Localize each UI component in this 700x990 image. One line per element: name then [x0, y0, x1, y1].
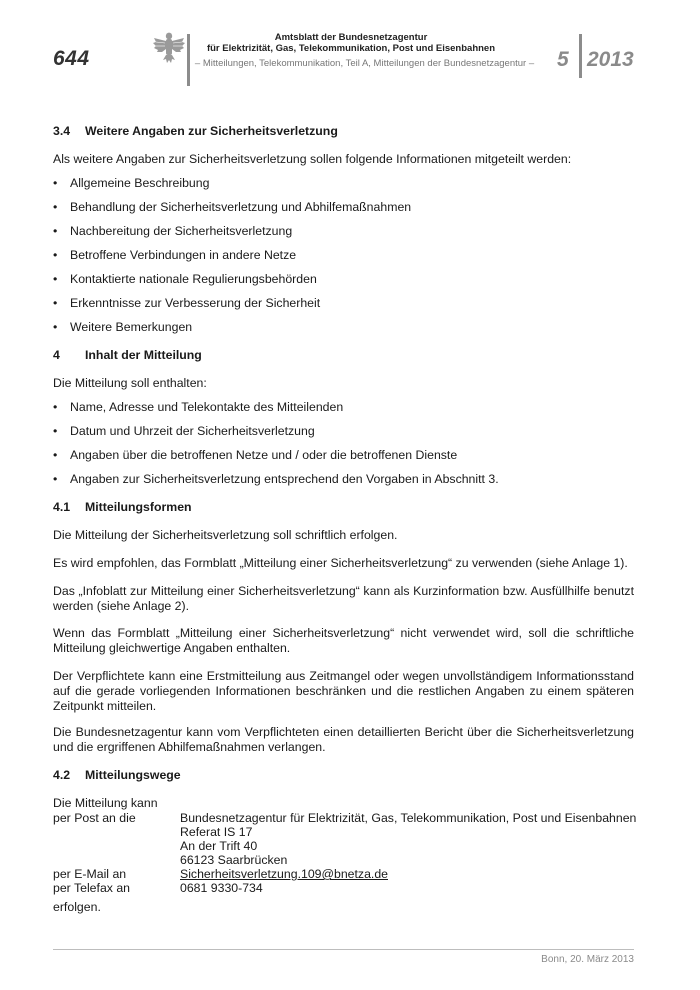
list-item: Erkenntnisse zur Verbesserung der Sicherheit — [70, 296, 321, 310]
section-title: Mitteilungswege — [85, 768, 181, 782]
address-line: 66123 Saarbrücken — [180, 853, 288, 867]
section-title: Inhalt der Mitteilung — [85, 348, 202, 362]
paragraph: Das „Infoblatt zur Mitteilung einer Sicherheitsverletzung“ kann als Kurzinformation bzw. Ausfüllhilfe benutzt werden (siehe Anlage 2). — [53, 584, 634, 613]
list-item: Behandlung der Sicherheitsverletzung und Abhilfemaßnahmen — [70, 200, 412, 214]
gazette-title: Amtsblatt der Bundesnetzagentur — [274, 32, 428, 43]
paragraph: Die Mitteilung der Sicherheitsverletzung soll schriftlich erfolgen. — [53, 528, 398, 542]
section-4-1-heading — [53, 500, 192, 514]
paragraph: Wenn das Formblatt „Mitteilung einer Sicherheitsverletzung“ nicht verwendet wird, soll die schriftliche Mitteilung gleichwertige Angaben enthalten. — [53, 626, 634, 655]
list-item: Kontaktierte nationale Regulierungsbehörden — [70, 272, 317, 286]
section-title: Weitere Angaben zur Sicherheitsverletzung — [85, 124, 338, 138]
bullet-icon: • — [53, 272, 58, 286]
footer-divider — [53, 949, 634, 950]
gazette-subtitle: – Mitteilungen, Telekommunikation, Teil A, Mitteilungen der Bundesnetzagentur – — [194, 58, 535, 69]
bullet-icon: • — [53, 472, 58, 486]
section-4-intro: Die Mitteilung soll enthalten: — [53, 376, 207, 390]
issue-divider — [579, 34, 582, 78]
paragraph: Es wird empfohlen, das Formblatt „Mitteilung einer Sicherheitsverletzung“ zu verwenden (siehe Anlage 1). — [53, 556, 628, 570]
list-item: Name, Adresse und Telekontakte des Mitteilenden — [70, 400, 344, 414]
post-label: per Post an die — [53, 811, 136, 825]
bullet-icon: • — [53, 320, 58, 334]
section-3-4-intro: Als weitere Angaben zur Sicherheitsverletzung sollen folgende Informationen mitgeteilt werden: — [53, 152, 572, 166]
channels-closing: erfolgen. — [53, 900, 101, 914]
bullet-icon: • — [53, 400, 58, 414]
page-number: 644 — [53, 47, 90, 70]
paragraph: Der Verpflichtete kann eine Erstmitteilung aus Zeitmangel oder wegen unvollständigem Informationsstand auf die gerade vorliegenden Informationen beschränken und die restlichen Angaben zu einem späteren Zeitpunkt mitteilen. — [53, 669, 634, 713]
gazette-title-line2: für Elektrizität, Gas, Telekommunikation, Post und Eisenbahnen — [206, 43, 496, 54]
section-number: 4 — [53, 348, 60, 362]
footer-place-date: Bonn, 20. März 2013 — [541, 954, 634, 965]
list-item: Nachbereitung der Sicherheitsverletzung — [70, 224, 293, 238]
fax-label: per Telefax an — [53, 881, 131, 895]
section-number: 4.2 — [53, 768, 71, 782]
list-item: Angaben zur Sicherheitsverletzung entsprechend den Vorgaben in Abschnitt 3. — [70, 472, 499, 486]
header-divider — [187, 34, 190, 86]
section-number: 3.4 — [53, 124, 71, 138]
issue-year: 2013 — [587, 48, 634, 71]
address-line: An der Trift 40 — [180, 839, 258, 853]
bullet-icon: • — [53, 448, 58, 462]
fax-number: 0681 9330-734 — [180, 881, 263, 895]
list-item: Betroffene Verbindungen in andere Netze — [70, 248, 297, 262]
list-item: Weitere Bemerkungen — [70, 320, 193, 334]
list-item: Allgemeine Beschreibung — [70, 176, 210, 190]
channels-intro: Die Mitteilung kann — [53, 796, 158, 810]
email-label: per E-Mail an — [53, 867, 127, 881]
list-item: Datum und Uhrzeit der Sicherheitsverletzung — [70, 424, 315, 438]
bullet-icon: • — [53, 296, 58, 310]
address-line: Bundesnetzagentur für Elektrizität, Gas, Telekommunikation, Post und Eisenbahnen — [180, 811, 637, 825]
address-line: Referat IS 17 — [180, 825, 253, 839]
bullet-icon: • — [53, 424, 58, 438]
paragraph: Die Bundesnetzagentur kann vom Verpflichteten einen detaillierten Bericht über die Sicherheitsverletzung und die ergriffenen Abhilfemaßnahmen verlangen. — [53, 725, 634, 754]
bullet-icon: • — [53, 200, 58, 214]
issue-number: 5 — [557, 48, 569, 71]
list-item: Angaben über die betroffenen Netze und / oder die betroffenen Dienste — [70, 448, 458, 462]
bullet-icon: • — [53, 176, 58, 190]
section-title: Mitteilungsformen — [85, 500, 192, 514]
section-number: 4.1 — [53, 500, 71, 514]
bullet-icon: • — [53, 224, 58, 238]
federal-eagle-icon — [153, 30, 185, 66]
section-4-2-heading — [53, 768, 181, 782]
bullet-icon: • — [53, 248, 58, 262]
section-4-heading — [53, 348, 202, 362]
email-link[interactable]: Sicherheitsverletzung.109@bnetza.de — [180, 867, 388, 881]
section-3-4-heading — [53, 124, 338, 138]
